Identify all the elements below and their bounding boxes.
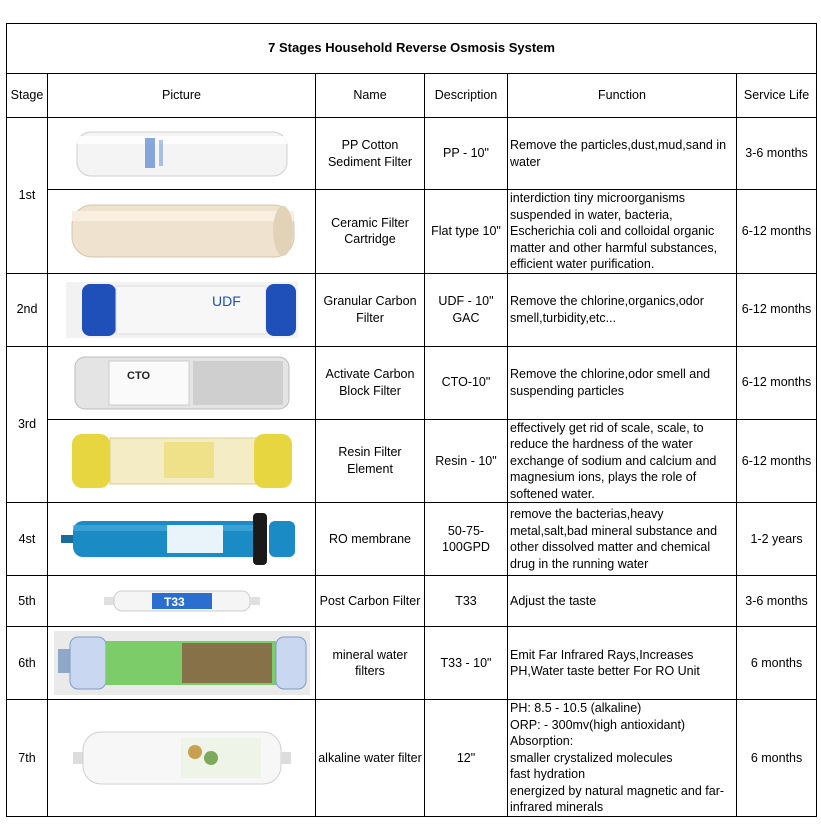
header-picture: Picture: [48, 74, 316, 118]
function-line: smaller crystalized molecules: [510, 750, 673, 765]
header-name: Name: [316, 74, 425, 118]
stage-cell: 2nd: [7, 273, 48, 346]
stage-cell: 6th: [7, 627, 48, 700]
service-life-cell: 6-12 months: [737, 346, 817, 419]
function-cell: effectively get rid of scale, scale, to reduce the hardness of the water exchange of sodium and calcium and magnesium ions, plays the role of softened water.: [508, 419, 737, 503]
header-description: Description: [425, 74, 508, 118]
function-line: ORP: - 300mv(high antioxidant): [510, 717, 686, 732]
description-cell: T33: [425, 576, 508, 627]
ro-membrane-image: [48, 503, 316, 576]
name-cell: Post Carbon Filter: [316, 576, 425, 627]
stage-cell: 4st: [7, 503, 48, 576]
service-life-cell: 6 months: [737, 627, 817, 700]
udf-label: UDF: [211, 292, 241, 309]
description-cell: CTO-10": [425, 346, 508, 419]
service-life-cell: 6-12 months: [737, 419, 817, 503]
description-cell: 50-75-100GPD: [425, 503, 508, 576]
function-cell: [508, 700, 737, 817]
description-cell: T33 - 10": [425, 627, 508, 700]
name-cell: Activate Carbon Block Filter: [316, 346, 425, 419]
name-cell: alkaline water filter: [316, 700, 425, 817]
table-row: [7, 627, 817, 700]
cto-label: CTO: [126, 369, 150, 382]
carbon-block-filter-image: [48, 346, 316, 419]
table-row: [7, 273, 817, 346]
header-stage: Stage: [7, 74, 48, 118]
header-service-life: Service Life: [737, 74, 817, 118]
table-row: [7, 503, 817, 576]
pp-cotton-filter-image: [48, 118, 316, 190]
stage-cell: 5th: [7, 576, 48, 627]
description-cell: PP - 10": [425, 118, 508, 190]
alkaline-filter-image: [48, 700, 316, 817]
stage-cell: 7th: [7, 700, 48, 817]
service-life-cell: 6-12 months: [737, 273, 817, 346]
function-cell: remove the bacterias,heavy metal,salt,bad mineral substance and other dissolved matter and chemical drug in the running water: [508, 503, 737, 576]
table-title: 7 Stages Household Reverse Osmosis System: [7, 24, 817, 74]
ceramic-filter-image: [48, 190, 316, 274]
table-row: [7, 576, 817, 627]
t33-label: T33: [163, 595, 185, 609]
service-life-cell: 6-12 months: [737, 190, 817, 274]
stage-cell: 1st: [7, 118, 48, 274]
function-cell: Emit Far Infrared Rays,Increases PH,Water taste better For RO Unit: [508, 627, 737, 700]
function-cell: Remove the chlorine,organics,odor smell,turbidity,etc...: [508, 273, 737, 346]
name-cell: mineral water filters: [316, 627, 425, 700]
ro-system-table: [6, 23, 817, 817]
function-cell: Remove the particles,dust,mud,sand in water: [508, 118, 737, 190]
description-cell: Resin - 10": [425, 419, 508, 503]
post-carbon-filter-image: [48, 576, 316, 627]
function-cell: Adjust the taste: [508, 576, 737, 627]
table-row: [7, 346, 817, 419]
function-line: Absorption:: [510, 734, 574, 748]
function-line: energized by natural magnetic and far-infrared minerals: [510, 783, 725, 814]
name-cell: Granular Carbon Filter: [316, 273, 425, 346]
service-life-cell: 3-6 months: [737, 118, 817, 190]
service-life-cell: 6 months: [737, 700, 817, 817]
stage-cell: 3rd: [7, 346, 48, 503]
service-life-cell: 1-2 years: [737, 503, 817, 576]
granular-carbon-filter-image: [48, 273, 316, 346]
name-cell: Ceramic Filter Cartridge: [316, 190, 425, 274]
header-function: Function: [508, 74, 737, 118]
description-cell: 12": [425, 700, 508, 817]
table-row: [7, 190, 817, 274]
table-row: [7, 419, 817, 503]
service-life-cell: 3-6 months: [737, 576, 817, 627]
name-cell: PP Cotton Sediment Filter: [316, 118, 425, 190]
function-line: PH: 8.5 - 10.5 (alkaline): [510, 701, 642, 715]
name-cell: Resin Filter Element: [316, 419, 425, 503]
description-cell: UDF - 10" GAC: [425, 273, 508, 346]
function-cell: Remove the chlorine,odor smell and suspending particles: [508, 346, 737, 419]
mineral-filter-image: [48, 627, 316, 700]
table-row: [7, 700, 817, 817]
description-cell: Flat type 10": [425, 190, 508, 274]
function-line: fast hydration: [510, 767, 586, 781]
function-cell: interdiction tiny microorganisms suspended in water, bacteria, Escherichia coli and colloidal organic matter and other harmful substances, efficient water purification.: [508, 190, 737, 274]
table-row: [7, 118, 817, 190]
name-cell: RO membrane: [316, 503, 425, 576]
resin-filter-image: [48, 419, 316, 503]
